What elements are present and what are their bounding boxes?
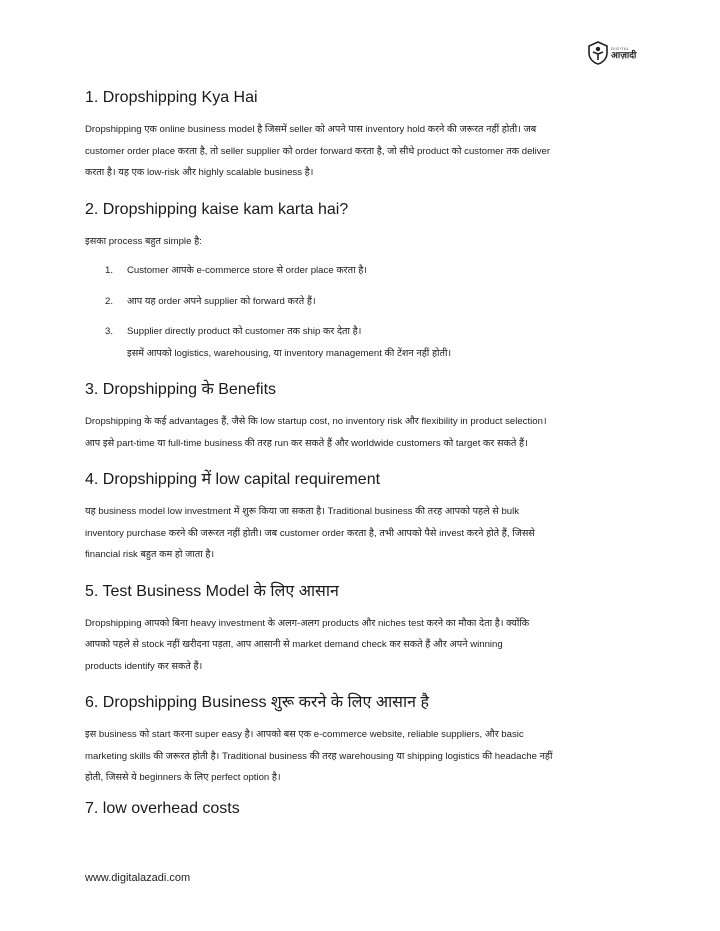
section-2-heading: 2. Dropshipping kaise kam karta hai? [85, 200, 349, 218]
section-5-line-2: आपको पहले से stock नहीं खरीदना पड़ता, आप आसानी से market demand check कर सकते हैं और अपने winning [85, 639, 503, 650]
section-5-heading: 5. Test Business Model के लिए आसान [85, 582, 339, 600]
section-5-line-3: products identify कर सकते हैं। [85, 660, 203, 672]
section-4-line-2: inventory purchase करने की जरूरत नहीं होती। जब customer order करता है, तभी आपको पैसे invest करने होते हैं, जिससे [85, 527, 535, 539]
logo-small-text: DIGITAL [611, 45, 630, 51]
list-item: 3. Supplier directly product को customer तक ship कर देता है। इसमें आपको logistics, warehousing, या inventory management की टेंशन नहीं होती। [105, 326, 452, 359]
section-4-line-3: financial risk बहुत कम हो जाता है। [85, 549, 215, 560]
list-item: 1. Customer आपके e-commerce store से order place करता है। [105, 265, 367, 276]
section-3-heading: 3. Dropshipping के Benefits [85, 381, 277, 398]
section-1-line-1: Dropshipping एक online business model है जिसमें seller को अपने पास inventory hold करने की जरूरत नहीं होती। जब [85, 124, 537, 135]
footer-website-link[interactable]: www.digitalazadi.com [85, 872, 191, 884]
logo-emblem-icon [587, 41, 609, 65]
list-item: 2. आप यह order अपने supplier को forward करते हैं। [105, 295, 316, 307]
section-6-line-2: marketing skills की जरूरत होती है। Traditional business की तरह warehousing या shipping logistics की headache नहीं [85, 750, 553, 762]
process-steps-list [85, 260, 635, 364]
list-item-continuation: इसमें आपको logistics, warehousing, या inventory management की टेंशन नहीं होती। [127, 347, 452, 359]
document-body [85, 84, 635, 823]
logo-main-text: आज़ादी [611, 49, 637, 60]
section-3-line-1: Dropshipping के कई advantages हैं, जैसे कि low startup cost, no inventory risk और flexibility in product selection। [85, 416, 547, 427]
section-1-line-2: customer order place करता है, तो seller supplier को order forward करता है, जो सीधे product को customer तक deliver [85, 145, 551, 157]
brand-logo [587, 40, 637, 66]
section-1-heading: 1. Dropshipping Kya Hai [85, 89, 258, 106]
section-5-line-1: Dropshipping आपको बिना heavy investment के अलग-अलग products और niches test करने का मौका देता है। क्योंकि [85, 617, 530, 629]
section-4-line-1: यह business model low investment में शुरू किया जा सकता है। Traditional business की तरह आपको पहले से bulk [85, 506, 520, 517]
section-6-line-1: इस business को start करना super easy है। आपको बस एक e-commerce website, reliable suppliers, और basic [85, 729, 524, 740]
section-6-heading: 6. Dropshipping Business शुरू करने के लिए आसान है [85, 694, 429, 711]
section-7-heading: 7. low overhead costs [85, 799, 240, 817]
section-6-line-3: होती, जिससे ये beginners के लिए perfect option है। [85, 772, 281, 783]
section-4-heading: 4. Dropshipping में low capital requirement [85, 471, 381, 488]
section-1-line-3: करता है। यह एक low-risk और highly scalable business है। [85, 167, 314, 178]
section-3-line-2: आप इसे part-time या full-time business की तरह run कर सकते हैं और worldwide customers को target कर सकते हैं। [85, 437, 528, 449]
section-2-intro: इसका process बहुत simple है: [85, 235, 202, 247]
